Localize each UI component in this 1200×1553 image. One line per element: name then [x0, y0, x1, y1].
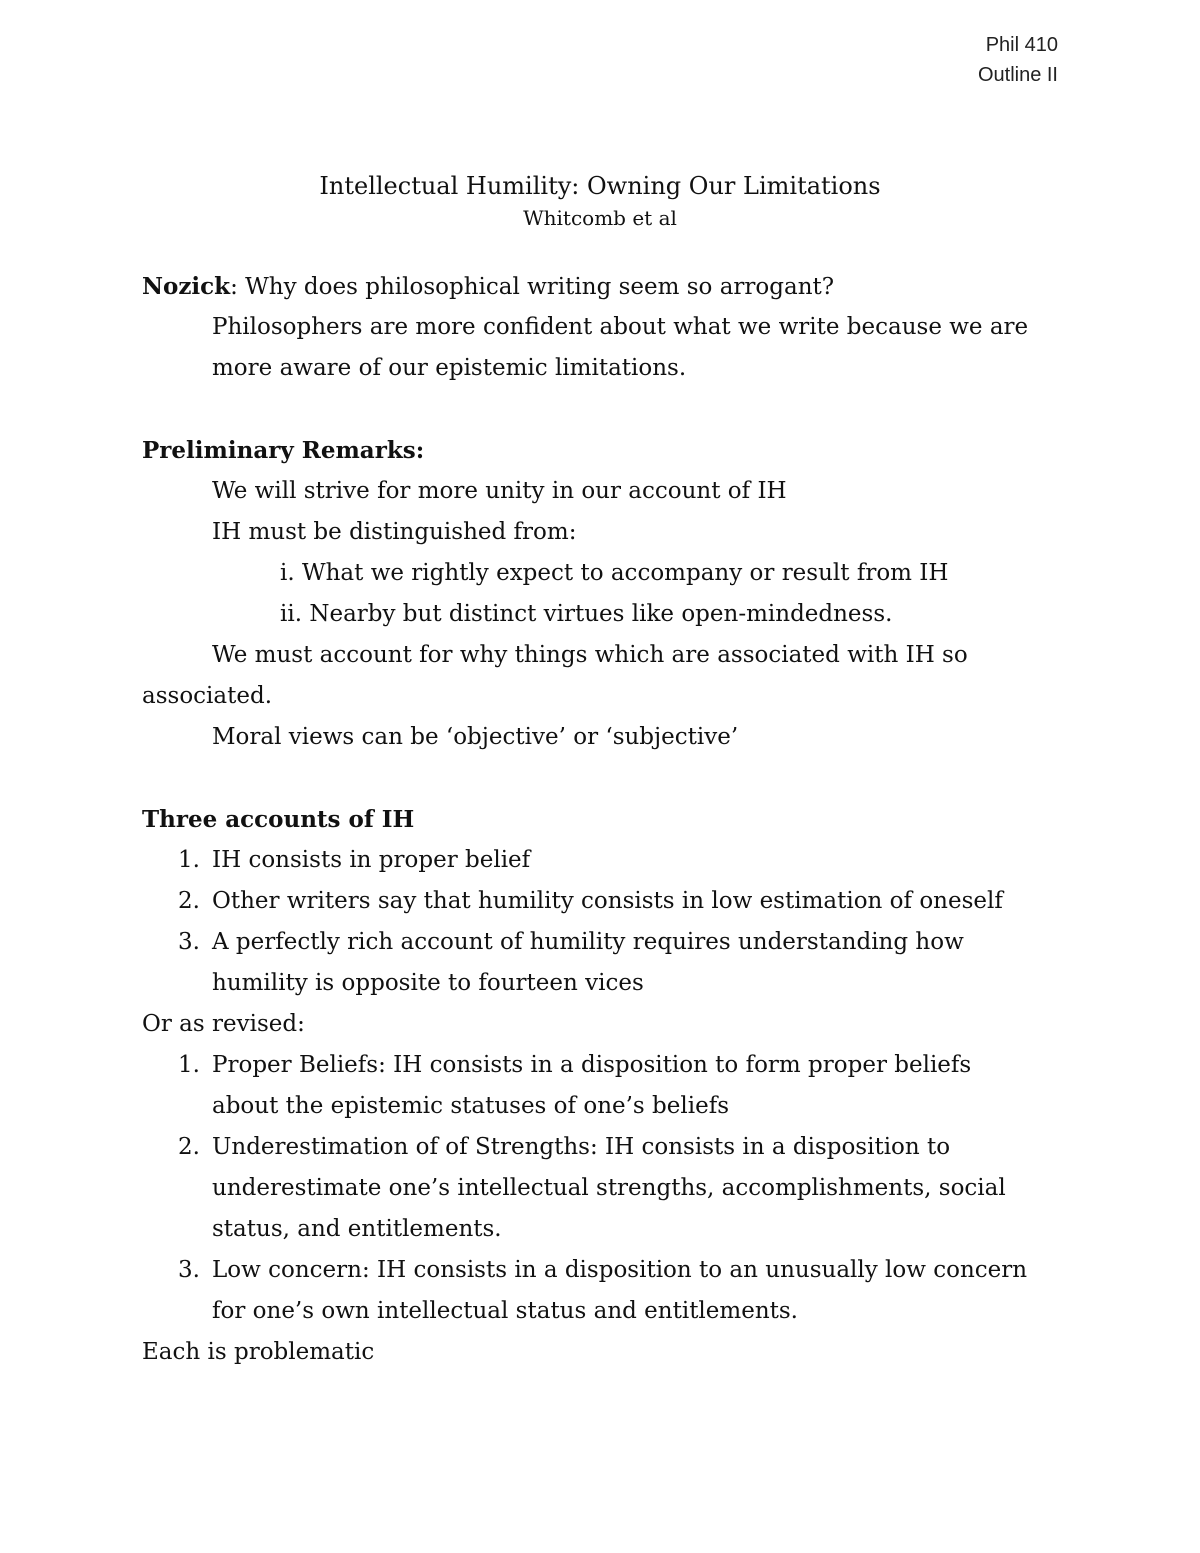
list-item	[142, 1250, 1062, 1332]
preliminary-p3-line-1: We must account for why things which are associated with IH so	[212, 642, 968, 668]
list-item	[142, 1127, 1062, 1250]
list-item-line: about the epistemic statuses of one’s beliefs	[212, 1093, 730, 1119]
course-label: Phil 410	[985, 34, 1058, 56]
list-item-line: for one’s own intellectual status and entitlements.	[212, 1298, 798, 1324]
list-item-line: Other writers say that humility consists in low estimation of oneself	[212, 888, 1003, 914]
spacer	[142, 758, 1062, 799]
three-accounts-heading-text: Three accounts of IH	[142, 806, 415, 833]
list-item	[142, 1045, 1062, 1127]
preliminary-p1: We will strive for more unity in our account of IH	[212, 478, 787, 504]
preliminary-item-ii: ii. Nearby but distinct virtues like open-mindedness.	[280, 601, 893, 627]
revised-label: Or as revised:	[142, 1011, 305, 1037]
preliminary-p3-line-2: associated.	[142, 683, 273, 709]
page-header	[978, 30, 1058, 90]
preliminary-p2: IH must be distinguished from:	[212, 519, 577, 545]
list-number: 1.	[178, 847, 200, 873]
nozick-answer-line-2: more aware of our epistemic limitations.	[212, 355, 687, 381]
document-title: Intellectual Humility: Owning Our Limitations	[319, 172, 881, 200]
list-number: 1.	[178, 1052, 200, 1078]
title-block	[0, 168, 1200, 232]
list-number: 3.	[178, 1257, 200, 1283]
outline-label: Outline II	[977, 64, 1058, 86]
list-item-line: status, and entitlements.	[212, 1216, 502, 1242]
closing-line: Each is problematic	[142, 1339, 375, 1365]
nozick-label: Nozick	[142, 273, 231, 300]
list-item	[142, 881, 1062, 922]
preliminary-heading-text: Preliminary Remarks:	[142, 437, 425, 464]
spacer	[142, 389, 1062, 430]
list-item-line: IH consists in proper belief	[212, 847, 531, 873]
list-number: 2.	[178, 888, 200, 914]
list-item-line: humility is opposite to fourteen vices	[212, 970, 644, 996]
list-item	[142, 840, 1062, 881]
list-number: 2.	[178, 1134, 200, 1160]
nozick-question	[142, 266, 1062, 307]
nozick-answer-line-1: Philosophers are more confident about what we write because we are	[212, 314, 1029, 340]
list-item-line: Proper Beliefs: IH consists in a disposition to form proper beliefs	[212, 1052, 972, 1078]
list-item	[142, 922, 1062, 1004]
list-item-line: A perfectly rich account of humility requires understanding how	[212, 929, 964, 955]
nozick-question-text: : Why does philosophical writing seem so arrogant?	[230, 274, 835, 300]
preliminary-heading	[142, 430, 1062, 471]
list-item-line: underestimate one’s intellectual strengths, accomplishments, social	[212, 1175, 1006, 1201]
list-item-line: Low concern: IH consists in a disposition to an unusually low concern	[212, 1257, 1028, 1283]
list-number: 3.	[178, 929, 200, 955]
preliminary-item-i: i. What we rightly expect to accompany or result from IH	[280, 560, 949, 586]
three-accounts-heading	[142, 799, 1062, 840]
list-item-line: Underestimation of of Strengths: IH consists in a disposition to	[212, 1134, 951, 1160]
preliminary-p4: Moral views can be ‘objective’ or ‘subjective’	[212, 724, 739, 750]
document-authors: Whitcomb et al	[523, 206, 677, 230]
document-body	[142, 266, 1062, 1373]
